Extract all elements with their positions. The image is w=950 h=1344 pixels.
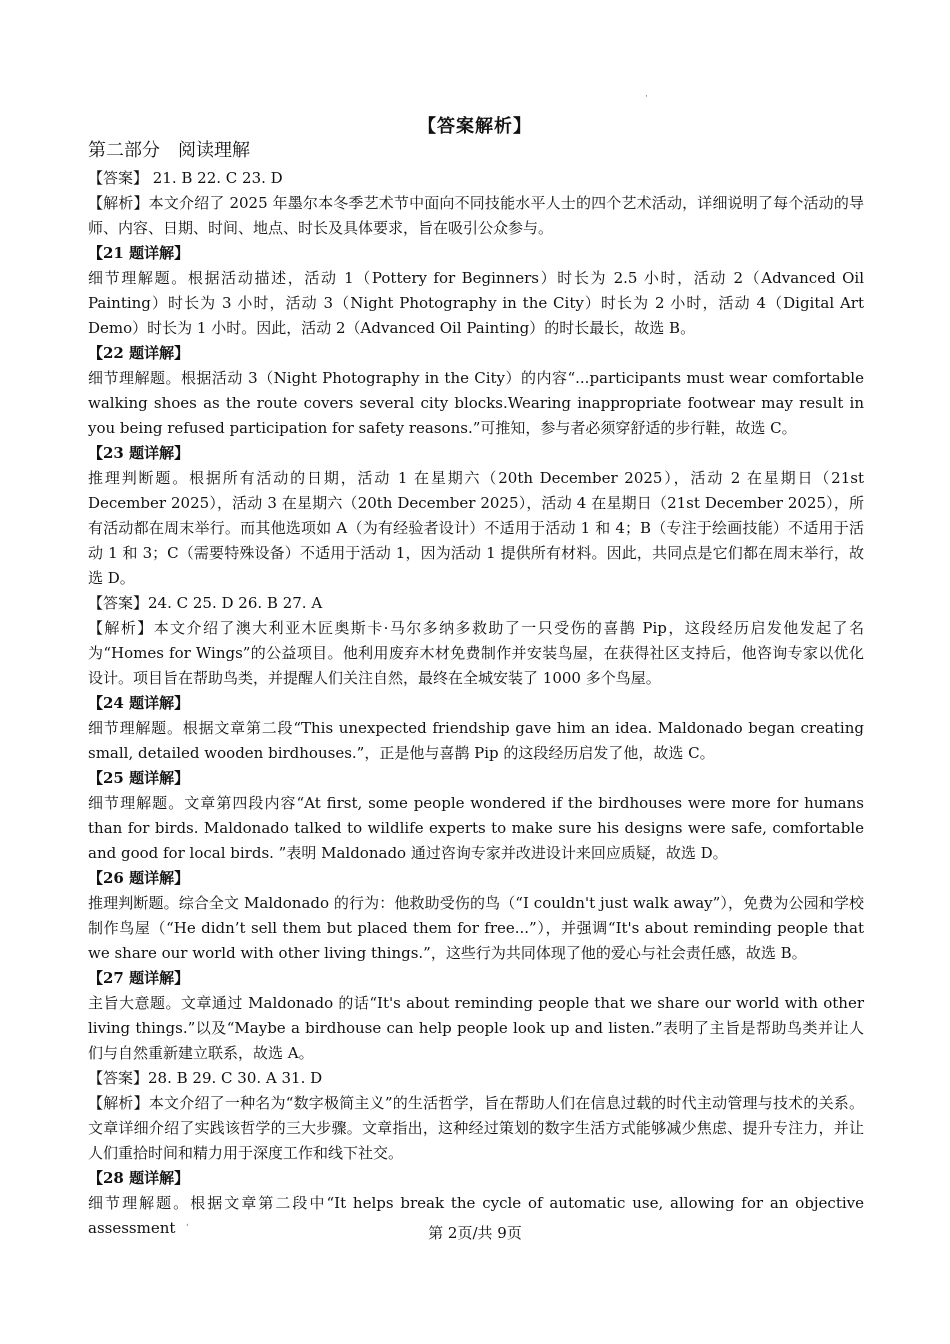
answer-line: 【答案】28. B 29. C 30. A 31. D [88, 1069, 323, 1087]
explanation-paragraph: 细节理解题。根据活动 3（Night Photography in the City）的内容“...participants must wear comfortable walking shoes as the route covers several city blocks.Wearing inappropriate footwear may result in you being refused participation for safety reasons.”可推知，参与者必须穿舒适的步行鞋，故选 C。 [88, 369, 864, 437]
explanation-paragraph: 细节理解题。文章第四段内容“At first, some people wondered if the birdhouses were more for humans than for birds. Maldonado talked to wildlife experts to make sure his designs were safe, comfortable and good for local birds. ”表明 Maldonado 通过咨询专家并改进设计来回应质疑，故选 D。 [88, 794, 864, 862]
question-heading: 【23 题详解】 [88, 444, 190, 462]
question-heading: 【27 题详解】 [88, 969, 190, 987]
question-heading: 【25 题详解】 [88, 769, 190, 787]
analysis-paragraph: 【解析】本文介绍了一种名为“数字极简主义”的生活哲学，旨在帮助人们在信息过载的时代主动管理与技术的关系。文章详细介绍了实践该哲学的三大步骤。文章指出，这种经过策划的数字生活方式能够减少焦虑、提升专注力，并让人们重拾时间和精力用于深度工作和线下社交。 [88, 1094, 864, 1162]
explanation-paragraph: 推理判断题。根据所有活动的日期，活动 1 在星期六（20th December 2025），活动 2 在星期日（21st December 2025），活动 3 在星期六（20th December 2025），活动 4 在星期日（21st December 2025），所有活动都在周末举行。而其他选项如 A（为有经验者设计）不适用于活动 1 和 4；B（专注于绘画技能）不适用于活动 1 和 3；C（需要特殊设备）不适用于活动 1，因为活动 1 提供所有材料。因此，共同点是它们都在周末举行，故选 D。 [88, 469, 864, 587]
explanation-paragraph: 推理判断题。综合全文 Maldonado 的行为：他救助受伤的鸟（“I couldn't just walk away”），免费为公园和学校制作鸟屋（“He didn’t sell them but placed them for free...”），并强调“It's about reminding people that we share our world with other living things.”，这些行为共同体现了他的爱心与社会责任感，故选 B。 [88, 894, 864, 962]
analysis-paragraph: 【解析】本文介绍了澳大利亚木匠奥斯卡·马尔多纳多救助了一只受伤的喜鹊 Pip，这段经历启发他发起了名为“Homes for Wings”的公益项目。他利用废弃木材免费制作并安装鸟屋，在获得社区支持后，他咨询专家以优化设计。项目旨在帮助鸟类，并提醒人们关注自然，最终在全城安装了 1000 多个鸟屋。 [88, 619, 864, 687]
question-heading: 【21 题详解】 [88, 244, 190, 262]
question-heading: 【28 题详解】 [88, 1169, 190, 1187]
answer-line: 【答案】 21. B 22. C 23. D [88, 169, 283, 187]
page-title: 【答案解析】 [418, 116, 532, 137]
answer-line: 【答案】24. C 25. D 26. B 27. A [88, 594, 323, 612]
content-blocks [88, 166, 864, 1241]
explanation-paragraph: 细节理解题。根据活动描述，活动 1（Pottery for Beginners）时长为 2.5 小时，活动 2（Advanced Oil Painting）时长为 3 小时，活动 3（Night Photography in the City）时长为 2 小时，活动 4（Digital Art Demo）时长为 1 小时。因此，活动 2（Advanced Oil Painting）的时长最长，故选 B。 [88, 269, 864, 337]
explanation-paragraph: 细节理解题。根据文章第二段“This unexpected friendship gave him an idea. Maldonado began creating small, detailed wooden birdhouses.”，正是他与喜鹊 Pip 的这段经历启发了他，故选 C。 [88, 719, 864, 762]
document-body [88, 136, 864, 1241]
bottom-mark: ˈ [186, 1224, 189, 1234]
section-heading: 第二部分 阅读理解 [88, 140, 250, 161]
top-mark: · [645, 92, 648, 102]
page-footer: 第 2页/共 9页 [428, 1224, 522, 1242]
explanation-paragraph: 主旨大意题。文章通过 Maldonado 的话“It's about reminding people that we share our world with other living things.”以及“Maybe a birdhouse can help people look up and listen.”表明了主旨是帮助鸟类并让人们与自然重新建立联系，故选 A。 [88, 994, 864, 1062]
question-heading: 【24 题详解】 [88, 694, 190, 712]
question-heading: 【26 题详解】 [88, 869, 190, 887]
analysis-paragraph: 【解析】本文介绍了 2025 年墨尔本冬季艺术节中面向不同技能水平人士的四个艺术活动，详细说明了每个活动的导师、内容、日期、时间、地点、时长及具体要求，旨在吸引公众参与。 [88, 194, 864, 237]
question-heading: 【22 题详解】 [88, 344, 190, 362]
explanation-paragraph: 细节理解题。根据文章第二段中“It helps break the cycle of automatic use, allowing for an objective assessment [88, 1194, 864, 1237]
